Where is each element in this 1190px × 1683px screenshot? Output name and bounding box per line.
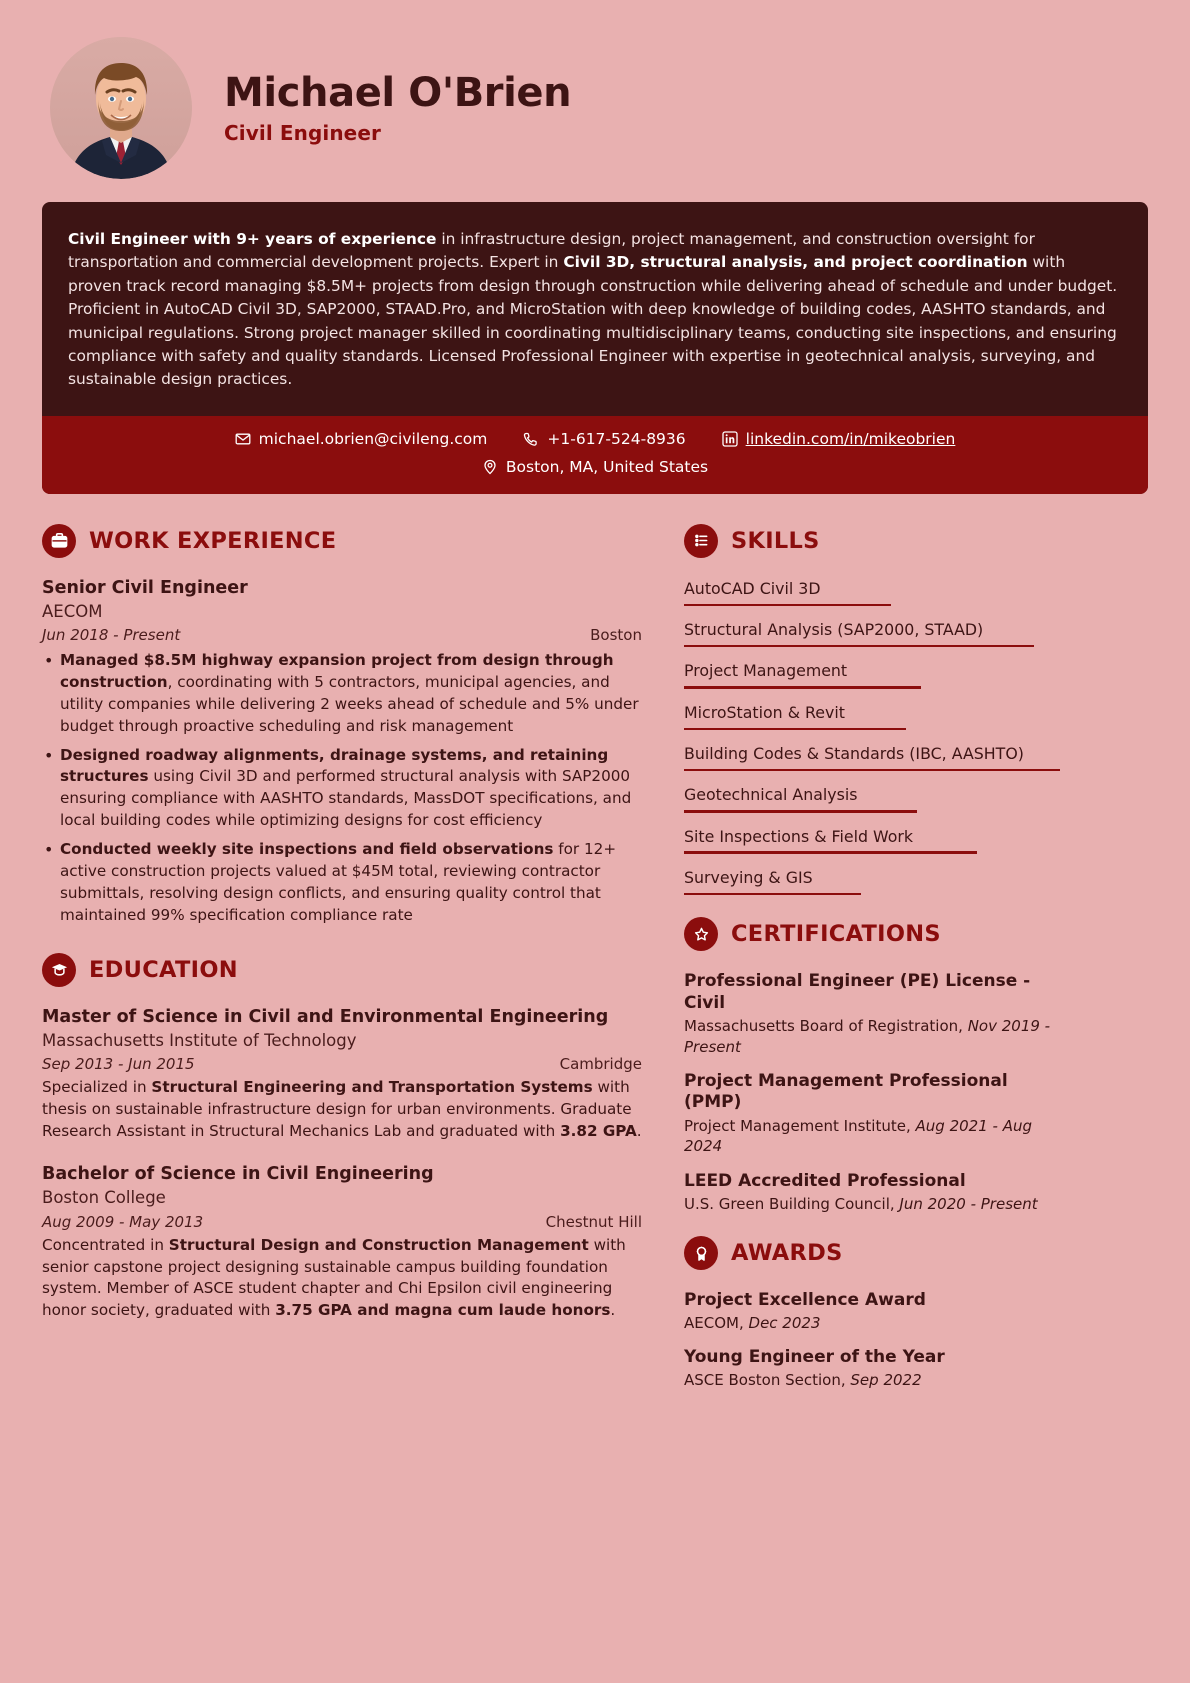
education-location: Cambridge xyxy=(559,1054,642,1073)
certification-dates: Nov 2019 - Present xyxy=(684,1017,1051,1056)
contact-email[interactable] xyxy=(235,430,488,448)
emphasis-text: Structural Design and Construction Management xyxy=(168,1235,589,1254)
award-name: Young Engineer of the Year xyxy=(684,1346,945,1367)
skill-label: AutoCAD Civil 3D xyxy=(684,578,821,598)
award-item xyxy=(684,1290,1060,1332)
certifications-list xyxy=(684,971,1060,1214)
list-item xyxy=(42,839,642,927)
education-entry xyxy=(42,1007,642,1143)
education-degree: Bachelor of Science in Civil Engineering xyxy=(42,1164,434,1185)
body-text: . xyxy=(636,1121,642,1140)
skills-title: SKILLS xyxy=(731,527,820,554)
resume-header xyxy=(42,28,1148,188)
emphasis-text: Structural Engineering and Transportation Systems xyxy=(151,1077,593,1096)
map-pin-icon xyxy=(482,459,498,475)
certification-issuer: Project Management Institute, xyxy=(684,1117,911,1136)
skill-item xyxy=(684,867,1060,895)
experience-entry xyxy=(42,578,642,927)
award-item xyxy=(684,1347,1060,1389)
education-dates: Sep 2013 - Jun 2015 xyxy=(42,1054,195,1073)
main-columns xyxy=(42,524,1148,1411)
skill-level-bar xyxy=(684,604,891,607)
award-meta xyxy=(684,1314,1060,1332)
skill-level-bar xyxy=(684,769,1060,772)
name-block xyxy=(218,71,571,145)
linkedin-icon xyxy=(722,431,738,447)
education-dates: Aug 2009 - May 2013 xyxy=(42,1212,204,1231)
education-title: EDUCATION xyxy=(89,956,238,983)
skill-item xyxy=(684,702,1060,730)
work-experience-entries xyxy=(42,578,642,927)
graduation-cap-icon xyxy=(42,953,76,987)
skill-label: MicroStation & Revit xyxy=(684,702,845,722)
certifications-title: CERTIFICATIONS xyxy=(731,921,941,948)
experience-title: Senior Civil Engineer xyxy=(42,577,248,598)
contact-linkedin-text: linkedin.com/in/mikeobrien xyxy=(745,429,956,448)
awards-list xyxy=(684,1290,1060,1388)
skill-level-bar xyxy=(684,810,917,813)
skill-item xyxy=(684,826,1060,854)
work-experience-heading xyxy=(42,524,642,558)
list-item xyxy=(42,650,642,738)
contact-row-location xyxy=(482,458,708,476)
skills-heading xyxy=(684,524,1060,558)
body-text: Specialized in xyxy=(42,1077,152,1096)
certifications-heading xyxy=(684,917,1060,951)
education-description xyxy=(42,1235,642,1323)
summary-text xyxy=(42,202,1148,416)
education-meta xyxy=(42,1213,642,1231)
skill-label: Geotechnical Analysis xyxy=(684,785,858,805)
award-issuer: ASCE Boston Section, xyxy=(684,1370,846,1389)
list-item xyxy=(42,745,642,833)
skill-level-bar xyxy=(684,851,977,854)
body-text: . xyxy=(610,1301,616,1320)
certification-issuer: Massachusetts Board of Registration, xyxy=(684,1017,963,1036)
awards-title: AWARDS xyxy=(731,1240,843,1267)
body-text: for 12+ active construction projects valued at $45M total, reviewing contractor submittals, resolving design conflicts, and ensuring quality control that maintained 99% specification compliance rate xyxy=(60,840,617,924)
award-dates: Dec 2023 xyxy=(748,1313,821,1332)
phone-icon xyxy=(523,431,539,447)
envelope-icon xyxy=(235,431,251,447)
skill-label: Surveying & GIS xyxy=(684,867,813,887)
skill-item xyxy=(684,619,1060,647)
contact-location xyxy=(482,458,708,476)
education-location: Chestnut Hill xyxy=(545,1212,642,1231)
certification-name: Project Management Professional (PMP) xyxy=(684,1070,1008,1113)
skill-item xyxy=(684,784,1060,812)
body-text: using Civil 3D and performed structural analysis with SAP2000 ensuring compliance with AASHTO standards, MassDOT specifications, and local building codes while optimizing designs for cost efficiency xyxy=(60,767,632,830)
certification-dates: Jun 2020 - Present xyxy=(899,1195,1038,1214)
skill-label: Site Inspections & Field Work xyxy=(684,826,914,846)
skill-level-bar xyxy=(684,645,1034,648)
contact-linkedin[interactable] xyxy=(722,430,956,448)
body-text: in infrastructure design, project management, and construction oversight for transportation and commercial development projects. Expert in xyxy=(68,230,1035,272)
awards-heading xyxy=(684,1236,1060,1270)
job-title: Civil Engineer xyxy=(224,121,381,145)
emphasis-text: Civil Engineer with 9+ years of experience xyxy=(68,230,437,248)
portrait-photo-icon xyxy=(50,37,192,179)
education-school: Boston College xyxy=(42,1188,166,1208)
body-text: Concentrated in xyxy=(42,1235,169,1254)
skill-item xyxy=(684,660,1060,688)
emphasis-text: Managed $8.5M highway expansion project from design through construction xyxy=(60,650,614,691)
certification-meta xyxy=(684,1116,1060,1157)
skill-label: Project Management xyxy=(684,661,848,681)
emphasis-text: 3.75 GPA and magna cum laude honors xyxy=(275,1301,611,1320)
certification-item xyxy=(684,1171,1060,1215)
skill-item xyxy=(684,743,1060,771)
work-experience-title: WORK EXPERIENCE xyxy=(89,527,337,554)
award-name: Project Excellence Award xyxy=(684,1290,926,1311)
section-awards xyxy=(684,1236,1060,1388)
contact-phone[interactable] xyxy=(523,430,685,448)
award-issuer: AECOM, xyxy=(684,1313,744,1332)
education-description xyxy=(42,1077,642,1143)
star-badge-icon xyxy=(684,917,718,951)
skill-item xyxy=(684,578,1060,606)
education-school: Massachusetts Institute of Technology xyxy=(42,1030,357,1050)
body-text: with thesis on sustainable infrastructure design for urban environments. Graduate Research Assistant in Structural Mechanics Lab and graduated with xyxy=(42,1077,632,1140)
certification-dates: Aug 2021 - Aug 2024 xyxy=(684,1117,1032,1156)
emphasis-text: Designed roadway alignments, drainage systems, and retaining structures xyxy=(60,745,609,786)
skill-level-bar xyxy=(684,893,861,896)
emphasis-text: Conducted weekly site inspections and field observations xyxy=(60,840,554,859)
contact-location-text: Boston, MA, United States xyxy=(505,457,709,476)
avatar xyxy=(50,37,192,179)
experience-meta xyxy=(42,626,642,644)
emphasis-text: Civil 3D, structural analysis, and project coordination xyxy=(563,253,1028,272)
certification-issuer: U.S. Green Building Council, xyxy=(684,1195,895,1214)
contact-bar xyxy=(42,416,1148,494)
skill-level-bar xyxy=(684,728,906,731)
skills-list xyxy=(684,578,1060,895)
body-text: , coordinating with 5 contractors, municipal agencies, and utility companies while delivering 2 weeks ahead of schedule and 5% under budget through proactive scheduling and risk management xyxy=(60,672,639,735)
education-entry xyxy=(42,1164,642,1322)
contact-phone-text: +1-617-524-8936 xyxy=(547,429,686,448)
experience-location: Boston xyxy=(590,625,642,644)
right-column xyxy=(684,524,1060,1411)
body-text: with senior capstone project designing sustainable campus building foundation system. Member of ASCE student chapter and Chi Epsilon civil engineering honor society, graduated with xyxy=(42,1235,626,1320)
page-title: Michael O'Brien xyxy=(224,70,572,116)
certification-item xyxy=(684,971,1060,1057)
list-icon xyxy=(684,524,718,558)
award-ribbon-icon xyxy=(684,1236,718,1270)
left-column xyxy=(42,524,642,1411)
certification-meta xyxy=(684,1016,1060,1057)
experience-dates: Jun 2018 - Present xyxy=(42,625,181,644)
certification-name: LEED Accredited Professional xyxy=(684,1170,966,1191)
experience-organization: AECOM xyxy=(42,601,103,621)
skill-label: Building Codes & Standards (IBC, AASHTO) xyxy=(684,744,1024,764)
section-work-experience xyxy=(42,524,642,927)
briefcase-icon xyxy=(42,524,76,558)
section-certifications xyxy=(684,917,1060,1214)
education-meta xyxy=(42,1055,642,1073)
summary-card xyxy=(42,202,1148,494)
contact-email-text: michael.obrien@civileng.com xyxy=(258,429,488,448)
education-entries xyxy=(42,1007,642,1323)
section-skills xyxy=(684,524,1060,895)
education-degree: Master of Science in Civil and Environmental Engineering xyxy=(42,1006,609,1027)
certification-item xyxy=(684,1071,1060,1157)
award-meta xyxy=(684,1371,1060,1389)
body-text: with proven track record managing $8.5M+ projects from design through construction while delivering ahead of schedule and under budget. Proficient in AutoCAD Civil 3D, SAP2000, STAAD.Pro, and MicroStation with deep knowledge of building codes, AASHTO standards, and municipal regulations. Strong project manager skilled in coordinating multidisciplinary teams, conducting site inspections, and ensuring compliance with safety and quality standards. Licensed Professional Engineer with expertise in geotechnical analysis, surveying, and sustainable design practices. xyxy=(68,253,1118,389)
section-education xyxy=(42,953,642,1323)
experience-bullets xyxy=(42,650,642,927)
award-dates: Sep 2022 xyxy=(850,1370,922,1389)
education-heading xyxy=(42,953,642,987)
emphasis-text: 3.82 GPA xyxy=(560,1121,637,1140)
certification-name: Professional Engineer (PE) License - Civil xyxy=(684,971,1031,1013)
contact-row-primary xyxy=(235,430,956,448)
certification-meta xyxy=(684,1194,1060,1214)
skill-level-bar xyxy=(684,686,921,689)
skill-label: Structural Analysis (SAP2000, STAAD) xyxy=(684,620,984,640)
